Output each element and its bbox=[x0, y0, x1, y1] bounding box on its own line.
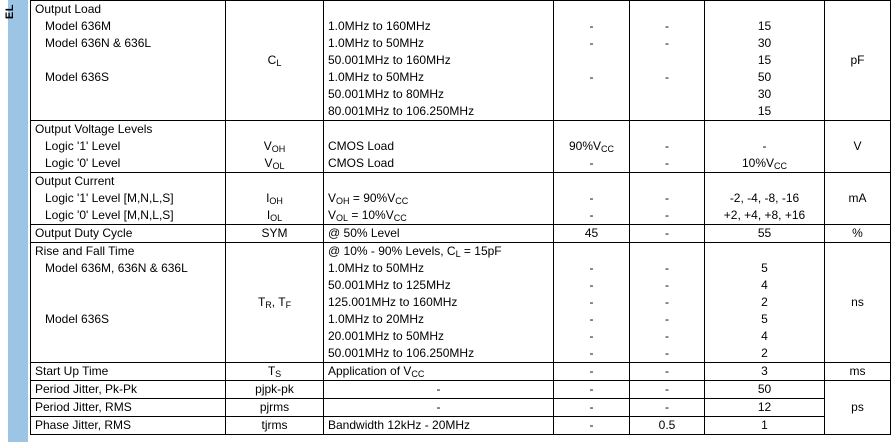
typ-start-up: - bbox=[630, 363, 705, 381]
symbol-tjrms: tjrms bbox=[226, 417, 324, 435]
cond-voltage-levels: CMOS Load CMOS Load bbox=[324, 121, 554, 173]
symbol-ts: $T_S$ bbox=[226, 363, 324, 381]
unit-voltage-levels: V bbox=[825, 121, 891, 173]
typ-duty-cycle: - bbox=[630, 225, 705, 243]
max-rise-fall: 5 4 2 5 4 2 bbox=[705, 243, 825, 363]
param-duty-cycle: Output Duty Cycle bbox=[31, 225, 226, 243]
symbol-cl: $C_L$ bbox=[226, 1, 324, 121]
param-output-load: Output Load Model 636M Model 636N & 636L Model 636S bbox=[31, 1, 226, 121]
param-phase-jitter-rms: Phase Jitter, RMS bbox=[31, 417, 226, 435]
row-period-jitter-rms bbox=[31, 399, 891, 417]
cond-start-up: Application of $V_{CC}$ bbox=[324, 363, 554, 381]
min-period-jitter-rms: - bbox=[554, 399, 630, 417]
row-rise-fall bbox=[31, 243, 891, 363]
unit-rise-fall: ns bbox=[825, 243, 891, 363]
max-output-current: -2, -4, -8, -16 +2, +4, +8, +16 bbox=[705, 173, 825, 225]
max-period-jitter-rms: 12 bbox=[705, 399, 825, 417]
typ-period-jitter-pkpk: - bbox=[630, 381, 705, 399]
symbol-tr-tf: $T_R$, $T_F$ bbox=[226, 243, 324, 363]
unit-output-current: mA bbox=[825, 173, 891, 225]
min-period-jitter-pkpk: - bbox=[554, 381, 630, 399]
param-voltage-levels: Output Voltage Levels Logic '1' Level Logic '0' Level bbox=[31, 121, 226, 173]
unit-duty-cycle: % bbox=[825, 225, 891, 243]
typ-output-current: - - bbox=[630, 173, 705, 225]
max-voltage-levels: - $10\%V_{CC}$ bbox=[705, 121, 825, 173]
row-phase-jitter-rms bbox=[31, 417, 891, 435]
side-tab-strip bbox=[8, 0, 28, 442]
row-duty-cycle bbox=[31, 225, 891, 243]
max-phase-jitter-rms: 1 bbox=[705, 417, 825, 435]
param-output-current: Output Current Logic '1' Level [M,N,L,S] Logic '0' Level [M,N,L,S] bbox=[31, 173, 226, 225]
min-voltage-levels: $90\%V_{CC}$ - bbox=[554, 121, 630, 173]
param-period-jitter-pkpk: Period Jitter, Pk-Pk bbox=[31, 381, 226, 399]
max-duty-cycle: 55 bbox=[705, 225, 825, 243]
cond-output-current: $V_{OH} = 90\%V_{CC}$ $V_{OL} = 10\%V_{CC}$ bbox=[324, 173, 554, 225]
row-output-current bbox=[31, 173, 891, 225]
section-side-tab bbox=[0, 0, 28, 442]
param-period-jitter-rms: Period Jitter, RMS bbox=[31, 399, 226, 417]
min-duty-cycle: 45 bbox=[554, 225, 630, 243]
unit-output-load: pF bbox=[825, 1, 891, 121]
symbol-voh-vol: $V_{OH}$ $V_{OL}$ bbox=[226, 121, 324, 173]
max-period-jitter-pkpk: 50 bbox=[705, 381, 825, 399]
cond-period-jitter-rms: - bbox=[324, 399, 554, 417]
min-start-up: - bbox=[554, 363, 630, 381]
symbol-sym: SYM bbox=[226, 225, 324, 243]
min-rise-fall: - - - - - - bbox=[554, 243, 630, 363]
max-start-up: 3 bbox=[705, 363, 825, 381]
side-tab-label: EL bbox=[4, 4, 16, 20]
typ-voltage-levels: - - bbox=[630, 121, 705, 173]
param-start-up: Start Up Time bbox=[31, 363, 226, 381]
typ-output-load: - - - bbox=[630, 1, 705, 121]
min-phase-jitter-rms: - bbox=[554, 417, 630, 435]
cond-phase-jitter-rms: Bandwidth 12kHz - 20MHz bbox=[324, 417, 554, 435]
min-output-current: - - bbox=[554, 173, 630, 225]
row-period-jitter-pkpk bbox=[31, 381, 891, 399]
unit-start-up: ms bbox=[825, 363, 891, 381]
cond-duty-cycle: @ 50% Level bbox=[324, 225, 554, 243]
cond-period-jitter-pkpk: - bbox=[324, 381, 554, 399]
row-output-load bbox=[31, 1, 891, 121]
param-rise-fall: Rise and Fall Time Model 636M, 636N & 636L Model 636S bbox=[31, 243, 226, 363]
row-start-up bbox=[31, 363, 891, 381]
cond-rise-fall: @ 10% - 90% Levels, $C_L = 15pF$ 1.0MHz to 50MHz 50.001MHz to 125MHz 125.001MHz to 160MHz 1.0MHz to 20MHz 20.001MHz to 50MHz 50.001MHz to 106.250MHz bbox=[324, 243, 554, 363]
symbol-ioh-iol: $I_{OH}$ $I_{OL}$ bbox=[226, 173, 324, 225]
min-output-load: - - - bbox=[554, 1, 630, 121]
symbol-pjpkpk: pjpk-pk bbox=[226, 381, 324, 399]
cond-output-load: 1.0MHz to 160MHz 1.0MHz to 50MHz 50.001MHz to 160MHz 1.0MHz to 50MHz 50.001MHz to 80MHz 80.001MHz to 106.250MHz bbox=[324, 1, 554, 121]
typ-rise-fall: - - - - - - bbox=[630, 243, 705, 363]
electrical-specs-table bbox=[30, 0, 891, 435]
row-voltage-levels bbox=[31, 121, 891, 173]
symbol-pjrms: pjrms bbox=[226, 399, 324, 417]
unit-jitter: ps bbox=[825, 381, 891, 435]
typ-period-jitter-rms: - bbox=[630, 399, 705, 417]
max-output-load: 15 30 15 50 30 15 bbox=[705, 1, 825, 121]
typ-phase-jitter-rms: 0.5 bbox=[630, 417, 705, 435]
